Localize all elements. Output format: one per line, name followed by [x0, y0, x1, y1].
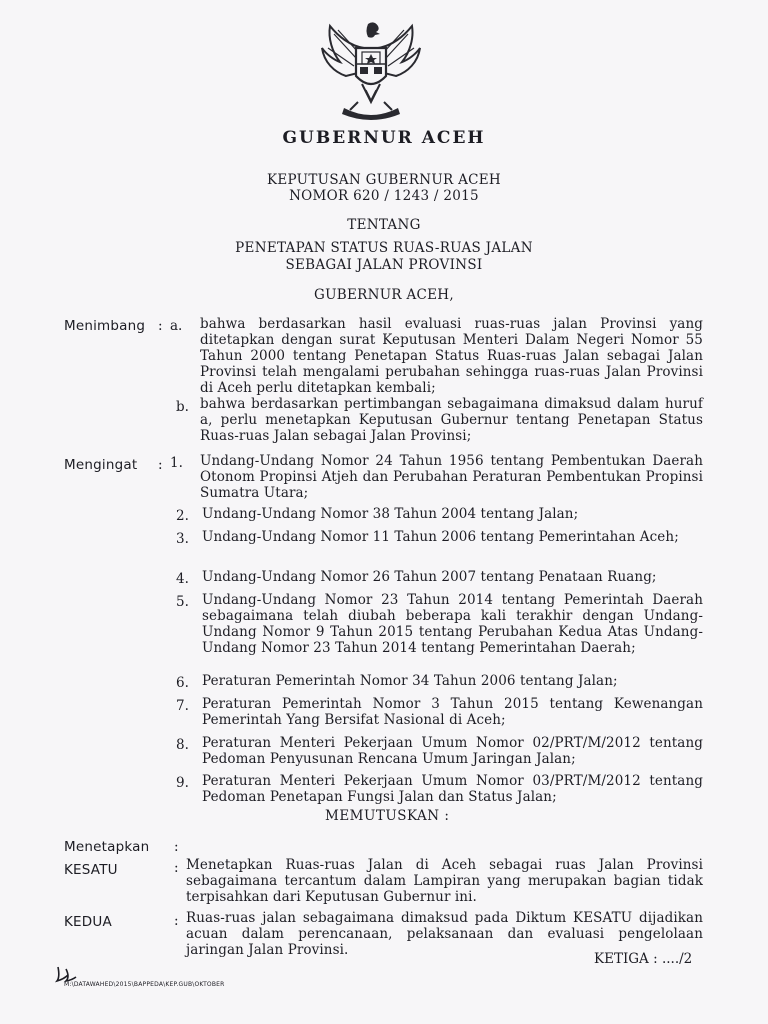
kesatu-colon: : — [174, 860, 179, 876]
list-marker: 8. — [176, 737, 189, 753]
kesatu-label: KESATU — [64, 862, 118, 878]
subject-line1: PENETAPAN STATUS RUAS-RUAS JALAN — [235, 240, 533, 256]
mengingat-item-4: Undang-Undang Nomor 26 Tahun 2007 tentang Penataan Ruang; — [202, 569, 657, 585]
mengingat-item-3: Undang-Undang Nomor 11 Tahun 2006 tentang Pemerintahan Aceh; — [202, 529, 679, 545]
mengingat-item-7: Peraturan Pemerintah Nomor 3 Tahun 2015 tentang Kewenangan Pemerintah Yang Bersifat Nasional di Aceh; — [202, 696, 703, 728]
kedua-colon: : — [174, 913, 179, 929]
menimbang-colon: : — [158, 318, 163, 334]
memutuskan-heading: MEMUTUSKAN : — [325, 808, 450, 824]
menetapkan-label: Menetapkan — [64, 839, 150, 855]
list-marker: 9. — [176, 775, 189, 791]
list-marker: a. — [170, 318, 183, 334]
garuda-emblem-icon — [316, 18, 426, 120]
list-marker: 1. — [170, 455, 183, 471]
government-title: GUBERNUR ACEH — [282, 128, 486, 148]
file-path-footer: M:\DATAWAHED\2015\BAPPEDA\KEP.GUB\OKTOBER — [64, 981, 225, 988]
menimbang-item-a: bahwa berdasarkan hasil evaluasi ruas-ruas jalan Provinsi yang ditetapkan dengan surat Keputusan Menteri Dalam Negeri Nomor 55 Tahun 2000 tentang Penetapan Status Ruas-ruas Jalan sebagai Jalan Provinsi telah mengalami perubahan sehingga ruas-ruas Jalan Provinsi di Aceh perlu ditetapkan kembali; — [200, 316, 703, 396]
kedua-text: Ruas-ruas jalan sebagaimana dimaksud pada Diktum KESATU dijadikan acuan dalam perencanaan, pelaksanaan dan evaluasi pengelolaan jaringan Jalan Provinsi. — [186, 910, 703, 958]
decree-title — [0, 172, 768, 204]
subject-line2: SEBAGAI JALAN PROVINSI — [285, 257, 483, 273]
mengingat-item-5: Undang-Undang Nomor 23 Tahun 2014 tentang Pemerintah Daerah sebagaimana telah diubah beberapa kali terakhir dengan Undang-Undang Nomor 9 Tahun 2015 tentang Perubahan Kedua Atas Undang-Undang Nomor 23 Tahun 2014 tentang Pemerintahan Daerah; — [202, 592, 703, 656]
list-marker: 4. — [176, 571, 189, 587]
mengingat-colon: : — [158, 457, 163, 473]
list-marker: b. — [176, 399, 189, 415]
mengingat-item-2: Undang-Undang Nomor 38 Tahun 2004 tentang Jalan; — [202, 506, 579, 522]
menimbang-item-b: bahwa berdasarkan pertimbangan sebagaimana dimaksud dalam huruf a, perlu menetapkan Keputusan Gubernur tentang Penetapan Status Ruas-ruas Jalan sebagai Jalan Provinsi; — [200, 396, 703, 444]
decree-number: NOMOR 620 / 1243 / 2015 — [289, 188, 479, 204]
kesatu-text: Menetapkan Ruas-ruas Jalan di Aceh sebagai ruas Jalan Provinsi sebagaimana tercantum dalam Lampiran yang merupakan bagian tidak terpisahkan dari Keputusan Gubernur ini. — [186, 857, 703, 905]
list-marker: 5. — [176, 594, 189, 610]
mengingat-label: Mengingat — [64, 457, 138, 473]
mengingat-item-8: Peraturan Menteri Pekerjaan Umum Nomor 02/PRT/M/2012 tentang Pedoman Penyusunan Rencana Umum Jaringan Jalan; — [202, 735, 703, 767]
mengingat-item-9: Peraturan Menteri Pekerjaan Umum Nomor 03/PRT/M/2012 tentang Pedoman Penetapan Fungsi Jalan dan Status Jalan; — [202, 773, 703, 805]
decree-subject — [0, 240, 768, 274]
kedua-label: KEDUA — [64, 914, 112, 930]
mengingat-item-6: Peraturan Pemerintah Nomor 34 Tahun 2006 tentang Jalan; — [202, 673, 618, 689]
list-marker: 6. — [176, 675, 189, 691]
next-page-indicator: KETIGA : ..../2 — [594, 951, 693, 967]
list-marker: 7. — [176, 698, 189, 714]
list-marker: 3. — [176, 531, 189, 547]
menimbang-label: Menimbang — [64, 318, 146, 334]
governor-heading: GUBERNUR ACEH, — [314, 287, 454, 303]
list-marker: 2. — [176, 508, 189, 524]
decree-title-line1: KEPUTUSAN GUBERNUR ACEH — [266, 172, 501, 188]
mengingat-item-1: Undang-Undang Nomor 24 Tahun 1956 tentang Pembentukan Daerah Otonom Propinsi Atjeh dan Perubahan Peraturan Pembentukan Propinsi Sumatra Utara; — [200, 453, 703, 501]
about-heading: TENTANG — [347, 217, 421, 233]
menetapkan-colon: : — [174, 839, 179, 855]
